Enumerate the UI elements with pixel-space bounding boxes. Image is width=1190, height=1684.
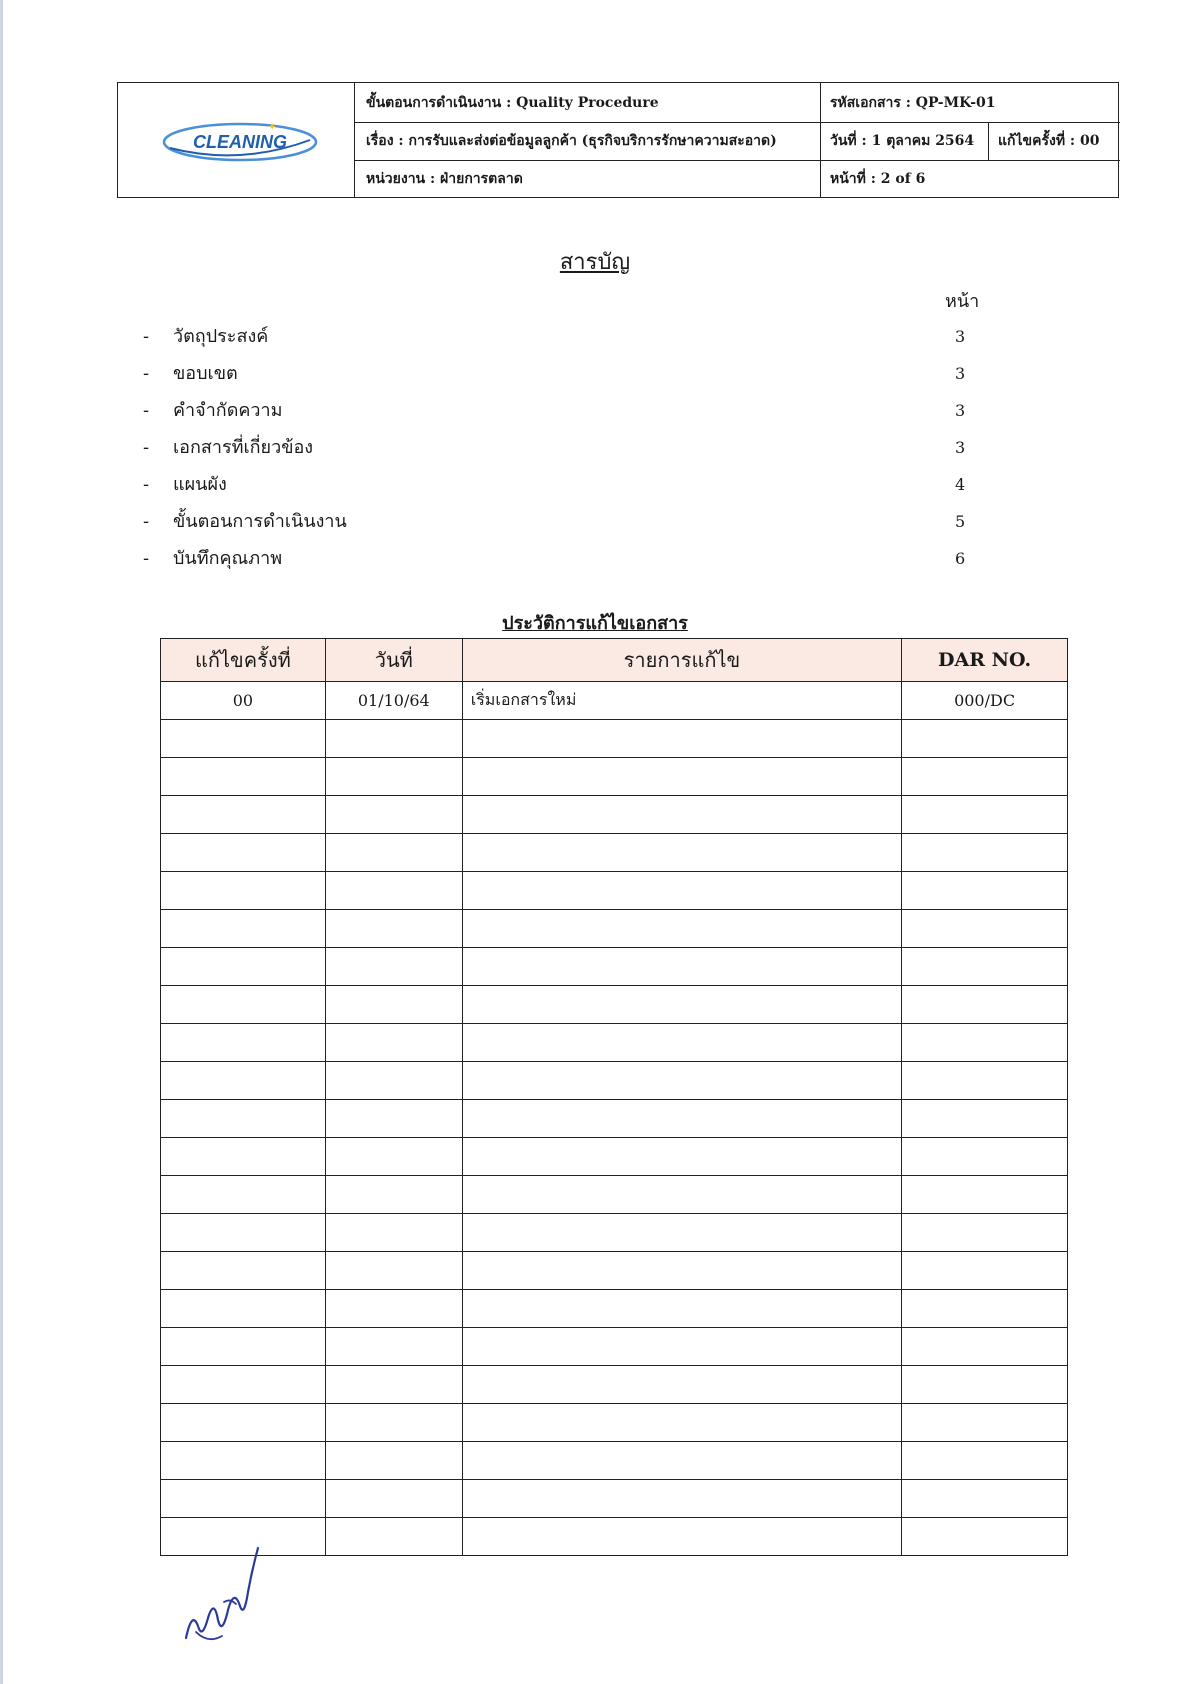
empty-cell	[462, 1366, 901, 1404]
empty-cell	[902, 720, 1068, 758]
cell-revision: 00	[161, 682, 326, 720]
toc-title: สารบัญ	[559, 250, 631, 275]
toc-item-page: 3	[955, 401, 966, 420]
empty-cell	[462, 986, 901, 1024]
document-header	[117, 82, 1119, 198]
toc-item: - ขอบเขต	[143, 363, 238, 384]
empty-cell	[325, 986, 462, 1024]
empty-cell	[902, 758, 1068, 796]
table-row-empty	[161, 796, 1068, 834]
svg-text:✦: ✦	[268, 122, 277, 133]
header-divider	[988, 122, 989, 160]
empty-cell	[161, 872, 326, 910]
table-row-empty	[161, 1404, 1068, 1442]
cell-date: 01/10/64	[325, 682, 462, 720]
logo-cell	[118, 83, 355, 197]
empty-cell	[161, 910, 326, 948]
table-row-empty	[161, 910, 1068, 948]
doc-subject: เรื่อง : การรับและส่งต่อข้อมูลลูกค้า (ธุรกิจบริการรักษาความสะอาด)	[366, 133, 777, 149]
toc-page-header: หน้า	[945, 291, 980, 312]
empty-cell	[161, 1176, 326, 1214]
empty-cell	[325, 720, 462, 758]
header-divider	[355, 122, 1120, 123]
table-row-empty	[161, 1518, 1068, 1556]
column-header-dar-no: DAR NO.	[902, 639, 1068, 682]
empty-cell	[462, 1138, 901, 1176]
toc-item-page: 5	[955, 512, 966, 531]
empty-cell	[325, 1100, 462, 1138]
empty-cell	[462, 1328, 901, 1366]
toc-item-label: วัตถุประสงค์	[173, 326, 269, 347]
toc-item-page: 4	[955, 475, 966, 494]
empty-cell	[325, 1062, 462, 1100]
empty-cell	[325, 1024, 462, 1062]
empty-cell	[161, 986, 326, 1024]
empty-cell	[902, 1176, 1068, 1214]
empty-cell	[161, 1062, 326, 1100]
empty-cell	[161, 1252, 326, 1290]
table-header-row	[161, 639, 1068, 682]
table-row-empty	[161, 948, 1068, 986]
empty-cell	[902, 1062, 1068, 1100]
empty-cell	[325, 758, 462, 796]
empty-cell	[902, 1138, 1068, 1176]
svg-text:CLEANING: CLEANING	[193, 132, 287, 152]
table-row-empty	[161, 1328, 1068, 1366]
empty-cell	[325, 1518, 462, 1556]
table-row-empty	[161, 1480, 1068, 1518]
empty-cell	[325, 796, 462, 834]
toc-item: - คำจำกัดความ	[143, 400, 283, 421]
empty-cell	[161, 720, 326, 758]
toc-item-label: คำจำกัดความ	[173, 400, 283, 421]
cleaning-logo	[160, 118, 320, 162]
empty-cell	[325, 872, 462, 910]
empty-cell	[325, 1328, 462, 1366]
table-row-empty	[161, 1024, 1068, 1062]
column-header-description: รายการแก้ไข	[462, 639, 901, 682]
empty-cell	[902, 1252, 1068, 1290]
empty-cell	[161, 1290, 326, 1328]
toc-item-label: แผนผัง	[173, 474, 227, 495]
cell-dar-no: 000/DC	[902, 682, 1068, 720]
toc-item-page: 3	[955, 438, 966, 457]
column-header-revision: แก้ไขครั้งที่	[161, 639, 326, 682]
toc-item-label: เอกสารที่เกี่ยวข้อง	[173, 437, 314, 458]
toc-item: - แผนผัง	[143, 474, 227, 495]
procedure-title: ขั้นตอนการดำเนินงาน : Quality Procedure	[366, 95, 659, 111]
empty-cell	[462, 1252, 901, 1290]
table-row-empty	[161, 986, 1068, 1024]
table-row-empty	[161, 1290, 1068, 1328]
table-row-empty	[161, 758, 1068, 796]
toc-item-page: 3	[955, 327, 966, 346]
empty-cell	[462, 1024, 901, 1062]
empty-cell	[462, 758, 901, 796]
toc-item: - ขั้นตอนการดำเนินงาน	[143, 511, 347, 532]
empty-cell	[902, 796, 1068, 834]
doc-revision: แก้ไขครั้งที่ : 00	[998, 133, 1100, 149]
table-row-empty	[161, 1366, 1068, 1404]
empty-cell	[462, 1290, 901, 1328]
empty-cell	[902, 948, 1068, 986]
empty-cell	[902, 986, 1068, 1024]
empty-cell	[902, 1290, 1068, 1328]
empty-cell	[161, 758, 326, 796]
empty-cell	[902, 1024, 1068, 1062]
empty-cell	[161, 834, 326, 872]
header-divider	[355, 160, 1120, 161]
doc-date: วันที่ : 1 ตุลาคม 2564	[830, 133, 975, 149]
revision-history-table	[160, 638, 1068, 1556]
empty-cell	[902, 910, 1068, 948]
empty-cell	[161, 1100, 326, 1138]
empty-cell	[462, 1100, 901, 1138]
empty-cell	[325, 1176, 462, 1214]
empty-cell	[462, 872, 901, 910]
empty-cell	[161, 948, 326, 986]
empty-cell	[902, 1100, 1068, 1138]
empty-cell	[462, 948, 901, 986]
empty-cell	[462, 1518, 901, 1556]
table-row-empty	[161, 1062, 1068, 1100]
empty-cell	[462, 1480, 901, 1518]
empty-cell	[902, 872, 1068, 910]
revision-history-title: ประวัติการแก้ไขเอกสาร	[502, 613, 688, 634]
toc-item-label: ขั้นตอนการดำเนินงาน	[173, 511, 347, 532]
empty-cell	[161, 1404, 326, 1442]
empty-cell	[462, 1176, 901, 1214]
doc-page: หน้าที่ : 2 of 6	[830, 171, 926, 187]
doc-code: รหัสเอกสาร : QP-MK-01	[830, 95, 996, 111]
empty-cell	[161, 1366, 326, 1404]
column-header-date: วันที่	[325, 639, 462, 682]
toc-item-page: 6	[955, 549, 966, 568]
table-row-empty	[161, 1176, 1068, 1214]
toc-item: - บันทึกคุณภาพ	[143, 548, 283, 569]
empty-cell	[325, 1404, 462, 1442]
table-row-empty	[161, 1442, 1068, 1480]
table-row-empty	[161, 1252, 1068, 1290]
empty-cell	[462, 796, 901, 834]
empty-cell	[325, 1442, 462, 1480]
empty-cell	[325, 1366, 462, 1404]
table-row-empty	[161, 720, 1068, 758]
table-row-empty	[161, 1214, 1068, 1252]
toc-item-label: บันทึกคุณภาพ	[173, 548, 283, 569]
handwritten-signature	[178, 1540, 268, 1650]
table-row-empty	[161, 1100, 1068, 1138]
empty-cell	[462, 720, 901, 758]
empty-cell	[462, 1214, 901, 1252]
empty-cell	[902, 1480, 1068, 1518]
table-row	[161, 682, 1068, 720]
empty-cell	[161, 1138, 326, 1176]
toc-item: - เอกสารที่เกี่ยวข้อง	[143, 437, 314, 458]
empty-cell	[325, 834, 462, 872]
toc-item-page: 3	[955, 364, 966, 383]
empty-cell	[325, 1252, 462, 1290]
empty-cell	[902, 1366, 1068, 1404]
empty-cell	[161, 1024, 326, 1062]
empty-cell	[325, 1480, 462, 1518]
empty-cell	[902, 1518, 1068, 1556]
empty-cell	[462, 910, 901, 948]
empty-cell	[161, 1480, 326, 1518]
empty-cell	[902, 1442, 1068, 1480]
toc-item: - วัตถุประสงค์	[143, 326, 269, 347]
empty-cell	[462, 1442, 901, 1480]
empty-cell	[902, 1404, 1068, 1442]
empty-cell	[462, 1404, 901, 1442]
empty-cell	[325, 948, 462, 986]
empty-cell	[161, 1214, 326, 1252]
empty-cell	[902, 834, 1068, 872]
table-row-empty	[161, 1138, 1068, 1176]
doc-department: หน่วยงาน : ฝ่ายการตลาด	[366, 171, 523, 187]
empty-cell	[325, 1138, 462, 1176]
toc-item-label: ขอบเขต	[173, 363, 238, 384]
empty-cell	[161, 796, 326, 834]
header-divider	[820, 83, 821, 197]
empty-cell	[462, 834, 901, 872]
cell-description: เริ่มเอกสารใหม่	[462, 682, 901, 720]
empty-cell	[161, 1328, 326, 1366]
table-row-empty	[161, 872, 1068, 910]
empty-cell	[161, 1442, 326, 1480]
empty-cell	[325, 910, 462, 948]
table-row-empty	[161, 834, 1068, 872]
empty-cell	[902, 1214, 1068, 1252]
empty-cell	[325, 1214, 462, 1252]
empty-cell	[325, 1290, 462, 1328]
empty-cell	[902, 1328, 1068, 1366]
empty-cell	[462, 1062, 901, 1100]
